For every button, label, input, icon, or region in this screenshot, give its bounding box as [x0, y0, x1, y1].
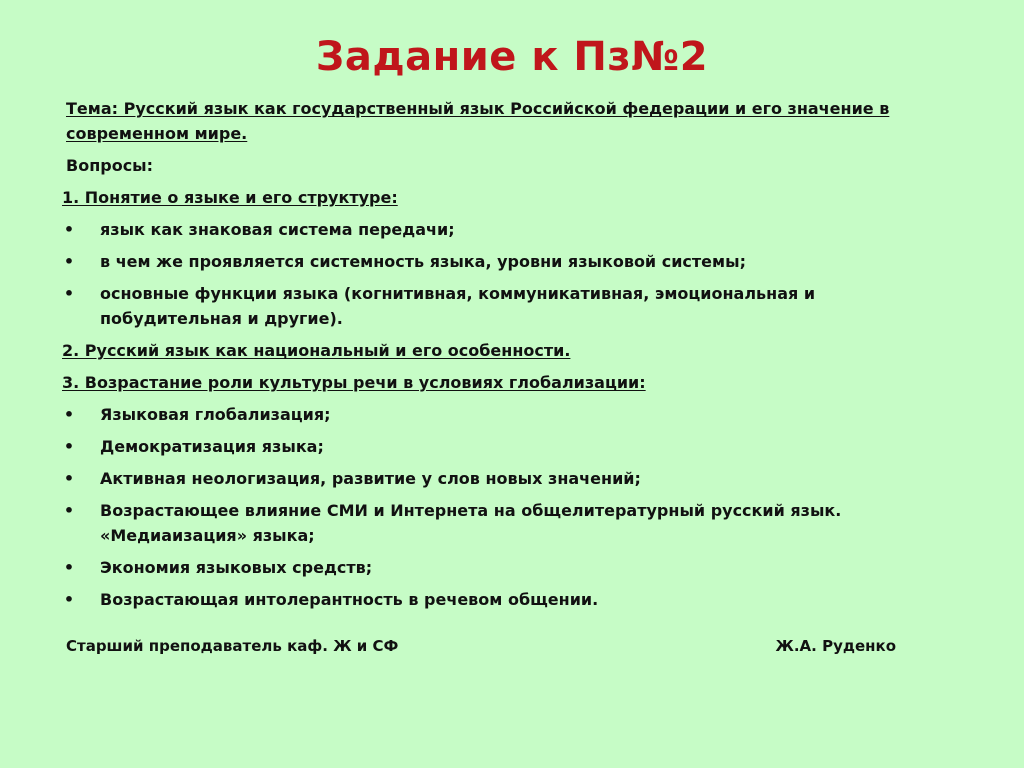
list-item: • основные функции языка (когнитивная, коммуникативная, эмоциональная и побудительная и другие).: [62, 281, 962, 331]
list-item: • язык как знаковая система передачи;: [62, 217, 962, 242]
section-1-list: [62, 217, 962, 331]
list-item: • Активная неологизация, развитие у слов новых значений;: [62, 466, 962, 491]
section-heading-1: 1. Понятие о языке и его структуре:: [62, 188, 398, 207]
list-item: • Возрастающая интолерантность в речевом общении.: [62, 587, 962, 612]
bullet-icon: •: [63, 558, 75, 577]
list-item: • Демократизация языка;: [62, 434, 962, 459]
bullet-icon: •: [63, 590, 75, 609]
section-3-list: [62, 402, 962, 612]
list-item: • Языковая глобализация;: [62, 402, 962, 427]
bullet-icon: •: [63, 220, 75, 239]
bullet-icon: •: [63, 252, 75, 271]
bullet-icon: •: [63, 437, 75, 456]
author-position: Старший преподаватель каф. Ж и СФ: [66, 637, 399, 655]
bullet-icon: •: [63, 405, 75, 424]
list-item: • Экономия языковых средств;: [62, 555, 962, 580]
bullet-icon: •: [63, 284, 75, 303]
list-item: • в чем же проявляется системность языка, уровни языковой системы;: [62, 249, 962, 274]
topic-text: Тема: Русский язык как государственный язык Российской федерации и его значение в современном мире.: [66, 99, 890, 143]
slide-content: [62, 96, 962, 619]
author-name: Ж.А. Руденко: [775, 637, 896, 655]
section-heading-3: 3. Возрастание роли культуры речи в условиях глобализации:: [62, 373, 646, 392]
questions-label: Вопросы:: [66, 156, 154, 175]
slide-footer: [66, 637, 896, 655]
slide-title: Задание к Пз№2: [315, 34, 709, 80]
bullet-icon: •: [63, 469, 75, 488]
bullet-icon: •: [63, 501, 75, 520]
section-heading-2: 2. Русский язык как национальный и его особенности.: [62, 341, 571, 360]
list-item: • Возрастающее влияние СМИ и Интернета на общелитературный русский язык. «Медиаизация» языка;: [62, 498, 962, 548]
